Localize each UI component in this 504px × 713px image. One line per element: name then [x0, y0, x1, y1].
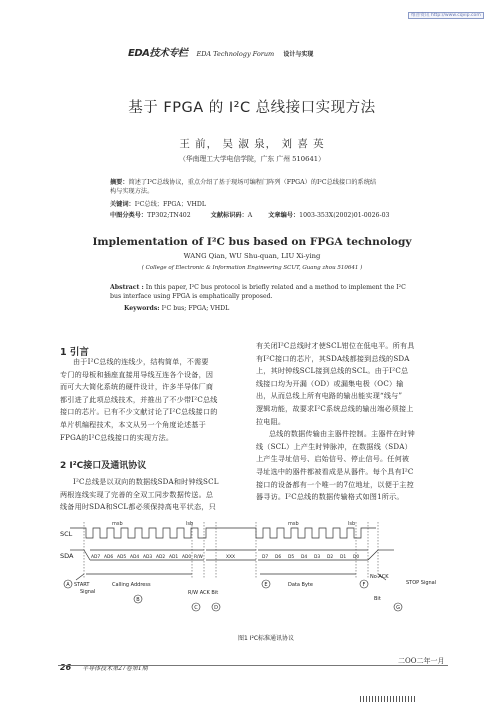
barcode-mark — [360, 696, 416, 702]
body-line: 上产生寻址信号、启始信号、停止信号。任何被 — [256, 454, 410, 464]
body-line: 由于I²C总线的连线少，结构简单，不需要 — [73, 357, 209, 366]
sda-field: AD7 — [91, 555, 101, 560]
body-line: 器寻访。I²C总线的数据传输格式如图1所示。 — [256, 492, 404, 502]
body-line: 单片机编程技术，本文从另一个角度论述基于 — [60, 419, 206, 429]
signal-label-scl: SCL — [60, 530, 73, 538]
label-rw-ack-bit: R/W ACK Bit — [188, 590, 219, 596]
scl-waveform — [70, 528, 376, 538]
sda-field: AD4 — [130, 555, 140, 560]
classification-line — [110, 211, 389, 220]
sda-field: AD2 — [156, 555, 166, 560]
body-line: 逻辑功能，故要求I²C系统总线的输出端必须接上 — [256, 403, 414, 413]
keywords-cn — [110, 200, 206, 209]
doc-code-value: A — [247, 212, 253, 219]
label-data-byte: Data Byte — [288, 582, 313, 588]
abstract-cn — [110, 178, 400, 196]
column-subtitle: EDA Technology Forum — [196, 50, 275, 58]
keywords-en-label: Keywords: — [124, 305, 160, 312]
label-start: START — [74, 582, 90, 588]
source-stamp: 维普资讯 http://www.cqvip.com — [408, 1, 484, 20]
sda-field: D5 — [288, 555, 295, 560]
authors-cn: 王 前， 吴 淑 泉， 刘 喜 英 — [179, 138, 325, 150]
lsb-label: lsb — [186, 521, 194, 527]
sda-field: D3 — [314, 555, 321, 560]
sda-field: XXX — [226, 555, 236, 560]
affiliation-cn: （华南理工大学电信学院，广东 广州 510641） — [179, 155, 325, 163]
marker-c: C — [194, 605, 198, 611]
abstract-cn-label: 摘要： — [110, 179, 129, 186]
abstract-en-label: Abstract : — [110, 284, 144, 291]
affiliation-en: ( College of Electronic & Information Engineering SCUT, Guang zhou 510641 ) — [141, 265, 363, 271]
msb-label: msb — [288, 521, 299, 527]
signal-label-sda: SDA — [60, 552, 74, 560]
body-line: 专门的母板和插座直接用导线互连各个设备，因 — [60, 369, 214, 379]
body-line: 而可大大简化系统的硬件设计，许多半导体厂商 — [60, 382, 214, 392]
left-column-intro — [60, 356, 248, 444]
keywords-cn-text: I²C总线；FPGA；VHDL — [134, 201, 206, 208]
body-line: 线备用时SDA和SCL都必须保持高电平状态，只 — [60, 502, 216, 512]
title-en: Implementation of I²C bus based on FPGA technology — [92, 236, 412, 248]
keywords-cn-label: 关键词： — [110, 201, 135, 208]
sda-field: AD1 — [169, 555, 179, 560]
section-1-heading: 1 引言 — [60, 347, 89, 358]
body-line: 出，从而总线上所有电路的输出能实现“线与” — [256, 391, 403, 401]
article-no-value: 1003-353X(2002)01-0026-03 — [299, 212, 390, 219]
article-no-label: 文章编号： — [268, 212, 300, 219]
keywords-en — [124, 304, 229, 313]
abstract-en-line: bus interface using FPGA is emphatically proposed. — [110, 293, 273, 300]
body-line: I²C总线是以双向的数据线SDA和时钟线SCL — [73, 477, 219, 486]
body-line: 都引进了此项总线技术，并推出了不少带I²C总线 — [60, 394, 218, 404]
label-no-ack: No ACK — [370, 574, 389, 580]
body-line: FPGA的I²C总线接口的实现方法。 — [60, 432, 174, 442]
keywords-en-text: I²C bus; FPGA; VHDL — [161, 305, 230, 312]
sda-field: AD0 — [182, 555, 192, 560]
label-bit: Bit — [374, 596, 381, 602]
marker-a: A — [66, 582, 70, 588]
body-line: 总线的数据传输由主器件控制。主器件在时钟 — [269, 429, 415, 439]
issue-date: 二OO二年一月 — [398, 657, 445, 665]
page-number: 26 — [60, 663, 72, 672]
sda-field: AD5 — [117, 555, 127, 560]
body-line: 拉电阻。 — [256, 416, 286, 426]
sda-field: D7 — [262, 555, 269, 560]
journal-header — [128, 41, 378, 57]
body-line: 接口的芯片。已有不少文献讨论了I²C总线接口的 — [60, 407, 218, 417]
sda-field: D1 — [340, 555, 347, 560]
abstract-en — [110, 283, 410, 301]
section-2-heading: 2 I²C接口及通讯协议 — [60, 461, 147, 471]
body-line: 线（SCL）上产生时钟脉冲，在数据线（SDA） — [256, 441, 412, 451]
sda-field: D2 — [327, 555, 334, 560]
sda-field: R/W — [194, 555, 203, 560]
right-column — [256, 340, 446, 504]
figure-caption: 图1 I²C标准通讯协议 — [237, 635, 295, 642]
marker-b: B — [136, 597, 140, 603]
clc-value: TP302;TN402 — [147, 212, 191, 219]
journal-name: 半导体技术第27卷第1期 — [82, 665, 148, 672]
left-column-sec2 — [60, 476, 248, 514]
abstract-cn-line: 构与实现方法。 — [110, 188, 154, 195]
authors-en: WANG Qian, WU Shu-quan, LIU Xi-ying — [183, 252, 321, 260]
label-calling-address: Calling Address — [112, 582, 151, 588]
body-line: 接口的设备都有一个唯一的7位地址，以便于主控 — [256, 479, 414, 489]
paper-title: 基于 FPGA 的 I²C 总线接口实现方法 — [128, 100, 376, 116]
lsb-label: lsb — [348, 521, 356, 527]
label-stop-signal: STOP Signal — [406, 580, 437, 586]
body-line: 线接口均为开漏（OD）或漏集电极（OC）输 — [256, 378, 404, 388]
doc-code-label: 文献标识码： — [210, 212, 248, 219]
footer-rule — [58, 665, 448, 666]
body-line: 有关闭I²C总线时才使SCL钳位在低电平。所有具 — [256, 341, 415, 350]
body-line: 两根连线实现了完善的全双工同步数据传送。总 — [60, 489, 214, 499]
sda-field: D0 — [353, 555, 360, 560]
abstract-cn-line: 简述了I²C总线协议，重点介绍了基于现场可编程门阵列（FPGA）的I²C总线接口的系统结 — [128, 179, 377, 186]
column-logo: EDA技术专栏 — [128, 48, 188, 59]
i2c-timing-figure — [56, 518, 456, 643]
column-tagline: 设计与实现 — [283, 51, 314, 58]
body-line: 寻址选中的器件都被看成是从器件。每个具有I²C — [256, 466, 414, 476]
sda-field: D4 — [301, 555, 308, 560]
marker-d: D — [214, 605, 218, 611]
marker-f: F — [362, 582, 366, 588]
body-line: 有I²C接口的芯片，其SDA线都接到总线的SDA — [256, 353, 410, 363]
sda-field: D6 — [275, 555, 282, 560]
marker-e: E — [264, 582, 268, 588]
sda-field: AD3 — [143, 555, 153, 560]
marker-g: G — [396, 605, 400, 611]
label-signal: Signal — [80, 589, 96, 595]
msb-label: msb — [112, 521, 123, 527]
clc-label: 中图分类号： — [110, 212, 148, 219]
body-line: 上，其时钟线SCL接到总线的SCL。由于I²C总 — [256, 366, 409, 376]
abstract-en-line: In this paper, I²C bus protocol is briefly related and a method to implement the I²C — [145, 284, 406, 291]
sda-field: AD6 — [104, 555, 114, 560]
